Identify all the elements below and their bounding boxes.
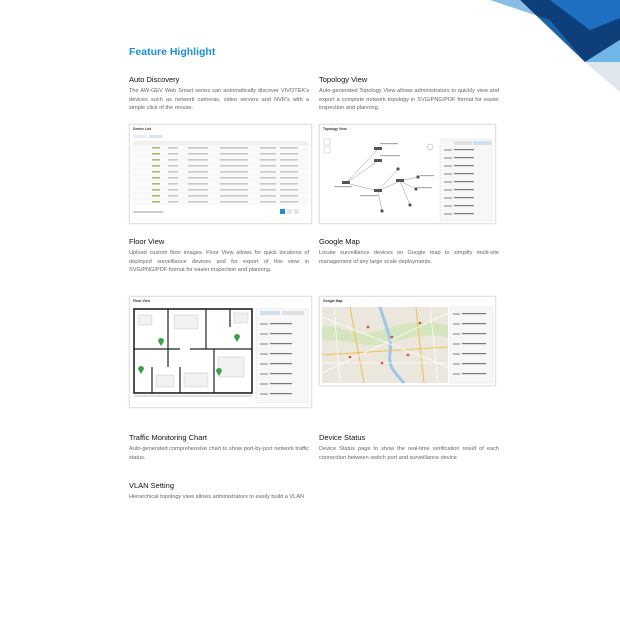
screenshot-title: Topology View xyxy=(323,127,347,131)
screenshot-title: Floor View xyxy=(133,299,151,303)
corner-decoration xyxy=(490,0,620,100)
feature-device-status xyxy=(319,433,499,462)
feature-title: Topology View xyxy=(319,75,368,84)
page-title: Feature Highlight xyxy=(129,46,216,58)
feature-title: Device Status xyxy=(319,433,366,442)
feature-title: Auto Discovery xyxy=(129,75,180,84)
screenshot-title: Google Map xyxy=(323,299,343,303)
feature-title: Traffic Monitoring Chart xyxy=(129,433,207,442)
feature-description: The AW-GEV Web Smart series can automatically discover VIVOTEK's devices such as network cameras, video servers and NVR's with a simple click of the mouse. xyxy=(129,88,309,112)
topology-view-screenshot xyxy=(319,124,496,224)
feature-topology-view xyxy=(319,75,499,113)
feature-title: Floor View xyxy=(129,237,165,246)
device-list-table-graphic xyxy=(130,125,311,223)
floor-view-screenshot xyxy=(129,296,312,408)
auto-discovery-screenshot xyxy=(129,124,312,224)
feature-description: Locate surveillance devices on Google map to simplify multi-site management of any large scale deployments. xyxy=(319,250,499,265)
feature-auto-discovery xyxy=(129,75,309,113)
feature-description: Upload custom floor images. Floor View allows for quick locations of deployed surveillance devices and for export of this view in SVG/PNG/PDF format for easier inspection and planning. xyxy=(129,250,309,274)
feature-traffic-monitoring-chart xyxy=(129,433,309,462)
feature-google-map xyxy=(319,237,499,266)
topology-graph-graphic xyxy=(320,125,495,223)
google-map-screenshot xyxy=(319,296,496,386)
feature-description: Auto-generated Topology View allows administrators to quickly view and export a complete network topology in SVG/PNG/PDF format for easier inspection and planning. xyxy=(319,88,499,112)
feature-description: Hierarchical topology view allows administrators to easily build a VLAN xyxy=(129,494,305,500)
feature-floor-view xyxy=(129,237,309,275)
map-graphic xyxy=(320,297,495,385)
screenshot-title: Device List xyxy=(133,127,151,131)
feature-description: Device Status page to show the real-time verification result of each connection between switch port and surveillance device. xyxy=(319,446,499,461)
floor-plan-graphic xyxy=(130,297,311,407)
feature-vlan-setting xyxy=(129,481,309,502)
feature-title: Google Map xyxy=(319,237,360,246)
feature-title: VLAN Setting xyxy=(129,481,175,490)
feature-description: Auto-generated comprehensive chart to show port-by-port network traffic status. xyxy=(129,446,309,461)
